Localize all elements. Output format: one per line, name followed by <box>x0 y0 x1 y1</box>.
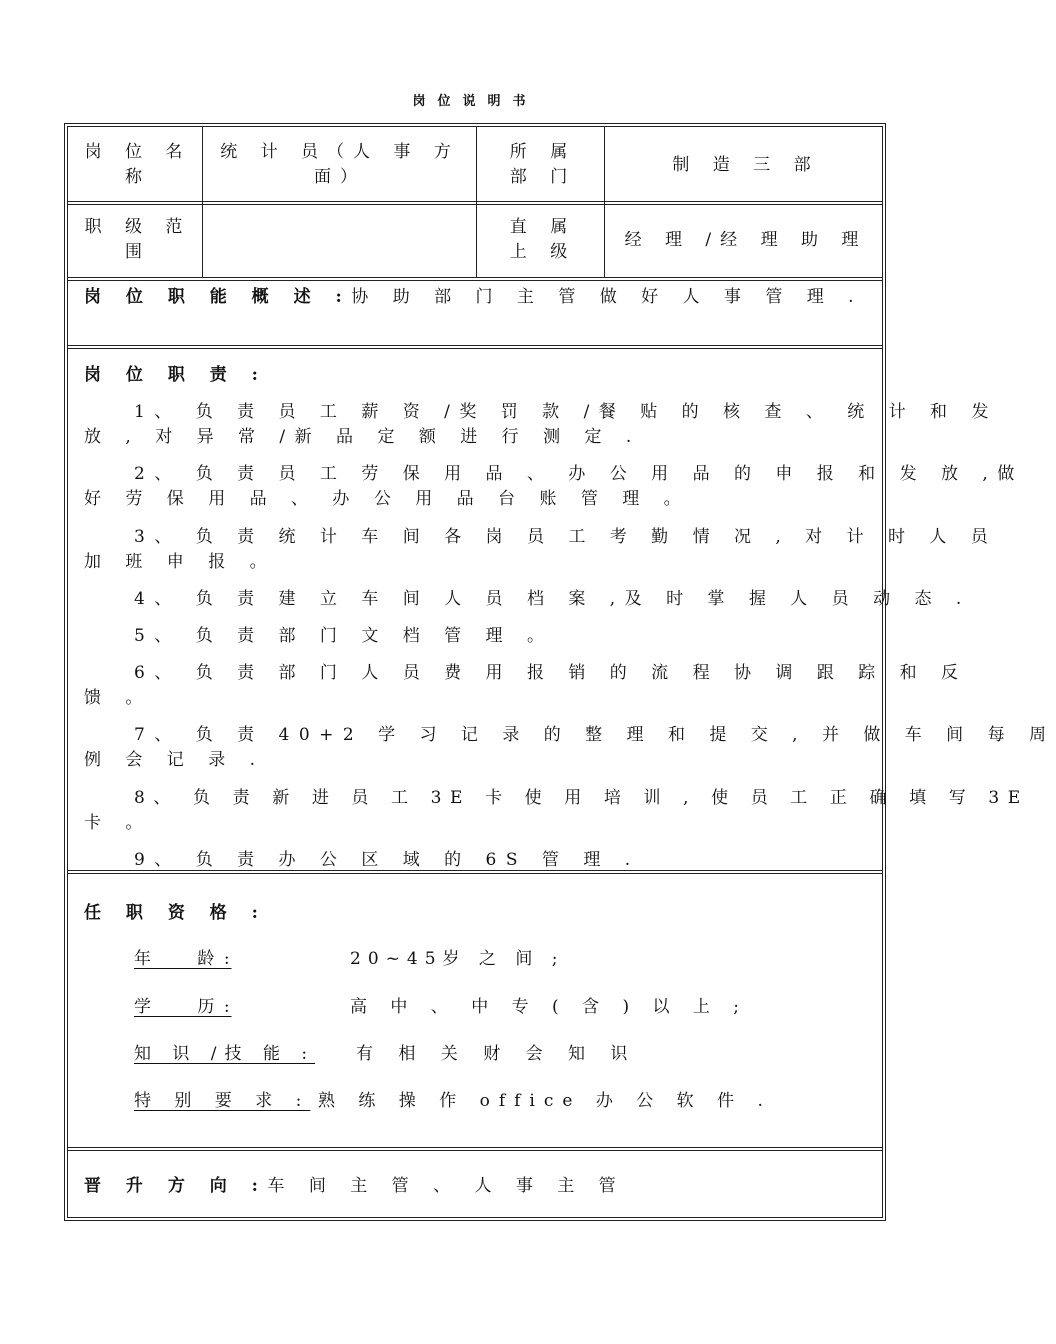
overview-row <box>84 285 863 310</box>
department-value: 制 造 三 部 <box>672 154 820 175</box>
duty-line: 加 班 申 报 。 <box>84 552 277 572</box>
duty-line: 卡 。 <box>84 813 152 833</box>
col-divider <box>476 127 477 277</box>
row-divider <box>68 277 882 281</box>
duty-line: 放 , 对 异 常 /新 品 定 额 进 行 测 定 . <box>84 427 641 447</box>
grade-label: 职 级 范 围 <box>84 217 192 262</box>
row-divider <box>68 345 882 349</box>
superior-value: 经 理 /经 理 助 理 <box>624 229 868 250</box>
qualification-item <box>134 1042 315 1067</box>
qualification-value: 熟 练 操 作 office 办 公 软 件 . <box>318 1091 772 1111</box>
department-label: 所 属 部 门 <box>509 142 577 187</box>
qualification-key: 年 龄 : <box>134 949 232 969</box>
duties-label: 岗 位 职 责 : <box>84 365 268 385</box>
document-title: 岗位说明书 <box>412 94 538 109</box>
duty-line: 3、 负 责 统 计 车 间 各 岗 员 工 考 勤 情 况 , 对 计 时 人 员 <box>134 527 998 547</box>
qualifications-label: 任 职 资 格 : <box>84 903 268 923</box>
duty-line: 5、 负 责 部 门 文 档 管 理 。 <box>134 626 554 646</box>
qualification-value: 有 相 关 财 会 知 识 <box>356 1044 638 1064</box>
row-divider <box>68 201 882 205</box>
row-divider <box>68 1147 882 1151</box>
table-inner-frame <box>67 126 1056 1218</box>
overview-text: 协 助 部 门 主 管 做 好 人 事 管 理 . <box>351 287 864 307</box>
promotion-row <box>84 1174 625 1199</box>
qualification-item <box>134 1089 310 1114</box>
overview-label: 岗 位 职 能 概 述 : <box>84 287 352 307</box>
duty-line: 9、 负 责 办 公 区 域 的 6S 管 理 . <box>134 850 640 870</box>
promotion-label: 晋 升 方 向 : <box>84 1176 268 1196</box>
promotion-text: 车 间 主 管 、 人 事 主 管 <box>267 1176 626 1196</box>
grade-value <box>218 207 462 273</box>
job-description-table <box>64 123 1056 1221</box>
duty-line: 2、 负 责 员 工 劳 保 用 品 、 办 公 用 品 的 申 报 和 发 放 ,做 <box>134 464 1024 484</box>
qualification-key: 知 识 /技 能 : <box>134 1044 316 1064</box>
position-name-value: 统 计 员（人 事 方 面） <box>220 142 460 187</box>
duty-line: 7、 负 责 40+2 学 习 记 录 的 整 理 和 提 交 , 并 做 车 间 每 周 <box>134 725 1056 745</box>
qualification-key: 特 别 要 求 : <box>134 1091 311 1111</box>
col-divider <box>604 127 605 277</box>
duty-line: 6、 负 责 部 门 人 员 费 用 报 销 的 流 程 协 调 跟 踪 和 反 <box>134 663 968 683</box>
duty-line: 例 会 记 录 . <box>84 750 265 770</box>
position-name-label: 岗 位 名 称 <box>84 142 192 187</box>
duty-line: 8、 负 责 新 进 员 工 3E 卡 使 用 培 训 , 使 员 工 正 确 填 写 3E <box>134 788 1029 808</box>
col-divider <box>202 127 203 277</box>
qualification-key: 学 历 : <box>134 997 232 1017</box>
duty-line: 好 劳 保 用 品 、 办 公 用 品 台 账 管 理 。 <box>84 489 691 509</box>
qualification-value: 20~45岁 之 间 ; <box>350 949 565 969</box>
superior-label: 直 属 上 级 <box>509 217 577 262</box>
qualification-value: 高 中 、 中 专 ( 含 ) 以 上 ; <box>350 997 749 1017</box>
duty-line: 4、 负 责 建 立 车 间 人 员 档 案 ,及 时 掌 握 人 员 动 态 . <box>134 589 971 609</box>
qualification-item <box>134 947 300 972</box>
duty-line: 馈 。 <box>84 688 152 708</box>
qualification-item <box>134 995 300 1020</box>
duty-line: 1、 负 责 员 工 薪 资 /奖 罚 款 /餐 贴 的 核 查 、 统 计 和 发 <box>134 402 998 422</box>
